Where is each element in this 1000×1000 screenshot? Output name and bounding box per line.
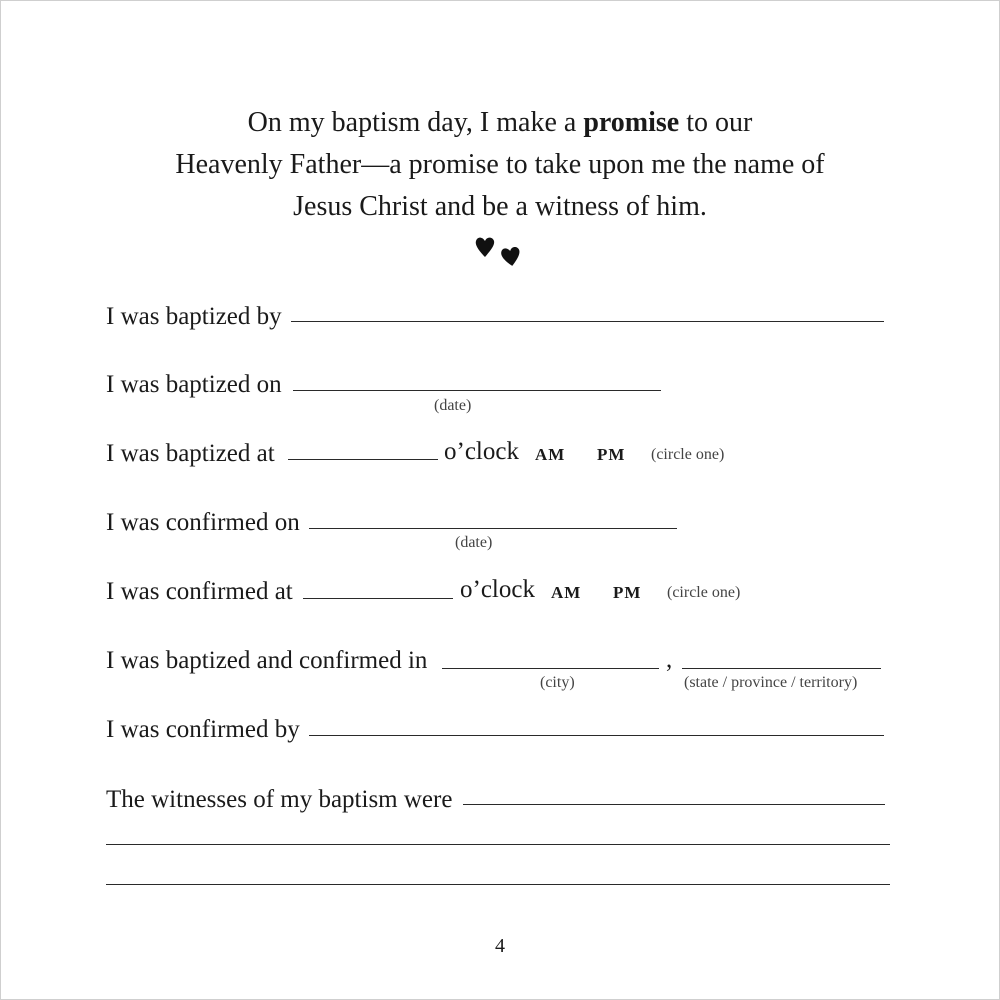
witnesses-label: The witnesses of my baptism were [106, 786, 453, 813]
confirmed-on-date-hint: (date) [455, 534, 493, 551]
intro-line-1: On my baptism day, I make a promise to our [247, 107, 753, 138]
promise-emphasis: promise [583, 107, 680, 138]
witnesses-field-1[interactable] [463, 804, 885, 805]
confirmed-on-date-field[interactable] [309, 528, 677, 529]
intro-statement [1, 102, 999, 228]
intro-line-2: Heavenly Father—a promise to take upon me the name of [175, 149, 825, 180]
witnesses-row [106, 785, 896, 815]
baptized-at-circle-hint: (circle one) [651, 446, 725, 463]
confirmed-on-label: I was confirmed on [106, 509, 300, 536]
baptized-by-row [106, 302, 896, 332]
confirmed-on-row [106, 508, 681, 538]
witnesses-field-3[interactable] [106, 884, 890, 885]
baptized-on-label: I was baptized on [106, 371, 282, 398]
witnesses-field-2[interactable] [106, 844, 890, 845]
page-number: 4 [495, 935, 505, 957]
baptized-at-label: I was baptized at [106, 440, 275, 467]
confirmed-at-circle-hint: (circle one) [667, 584, 741, 601]
confirmed-at-oclock: o’clock [460, 576, 535, 603]
baptized-by-field[interactable] [291, 321, 884, 322]
confirmed-at-label: I was confirmed at [106, 578, 293, 605]
confirmed-at-am-option[interactable]: AM [551, 583, 582, 602]
confirmed-by-label: I was confirmed by [106, 716, 300, 743]
baptized-at-pm-option[interactable]: PM [597, 445, 626, 464]
confirmed-at-row [106, 577, 461, 607]
state-field[interactable] [682, 668, 881, 669]
location-label: I was baptized and confirmed in [106, 647, 428, 674]
intro-line-3: Jesus Christ and be a witness of him. [293, 191, 707, 222]
two-hearts-icon [473, 233, 523, 269]
city-field[interactable] [442, 668, 659, 669]
city-hint: (city) [540, 674, 575, 691]
confirmed-at-pm-option[interactable]: PM [613, 583, 642, 602]
baptized-at-am-option[interactable]: AM [535, 445, 566, 464]
confirmed-at-time-field[interactable] [303, 598, 453, 599]
location-row [106, 646, 546, 676]
confirmed-by-row [106, 715, 896, 745]
baptized-at-oclock: o’clock [444, 438, 519, 465]
state-hint: (state / province / territory) [684, 674, 858, 691]
confirmed-by-field[interactable] [309, 735, 884, 736]
baptized-on-date-hint: (date) [434, 397, 472, 414]
baptized-at-row [106, 439, 446, 469]
baptized-on-row [106, 370, 666, 400]
baptized-on-date-field[interactable] [293, 390, 661, 391]
baptized-by-label: I was baptized by [106, 303, 282, 330]
baptized-at-time-field[interactable] [288, 459, 438, 460]
location-comma: , [666, 646, 673, 673]
